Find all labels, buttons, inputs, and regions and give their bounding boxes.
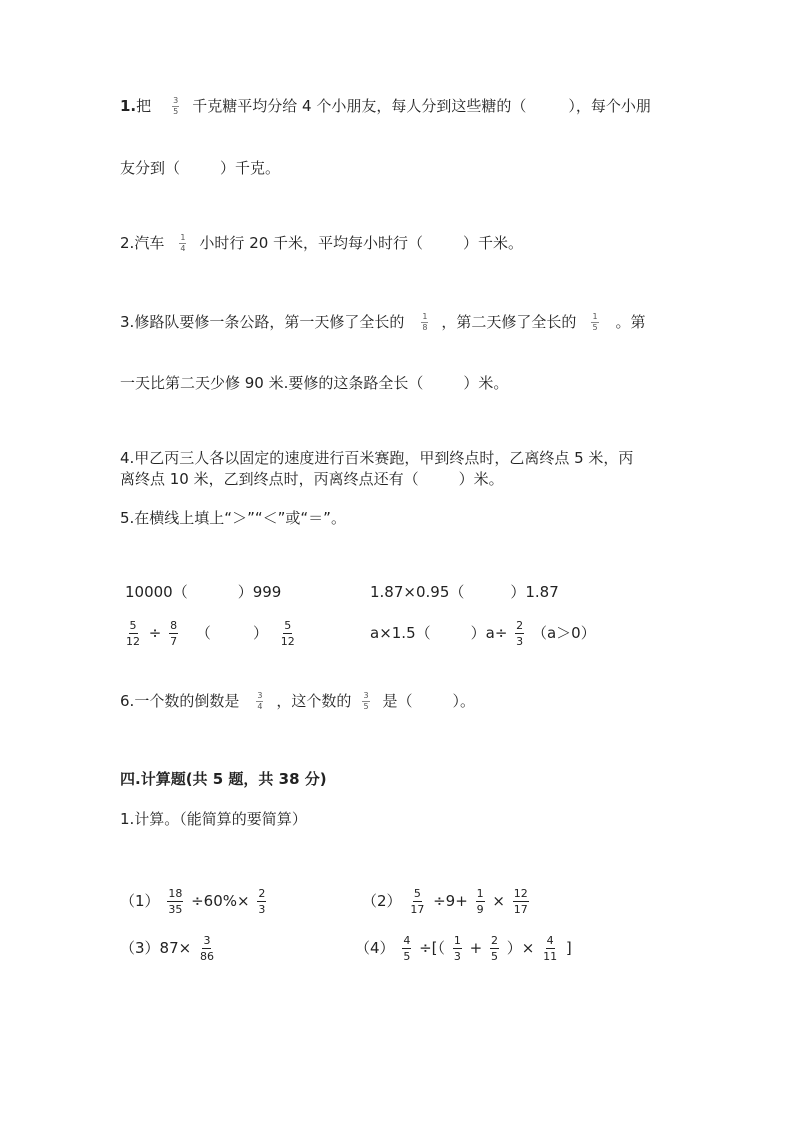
compare-b: 1.87×0.95（ ）1.87	[370, 583, 559, 601]
fraction: $\frac{2}{5}$	[490, 934, 498, 963]
fraction: $\frac{2}{3}$	[516, 619, 524, 648]
fraction: $\frac{12}{17}$	[513, 887, 528, 916]
fraction: $\frac{3}{86}$	[199, 934, 214, 963]
question-4-line-2: 离终点 10 米，乙到终点时，丙离终点还有（ ）米。	[120, 470, 504, 488]
question-number: 1.	[120, 97, 137, 115]
problem-2: （2） $\frac{5}{17}$ ÷9+ $\frac{1}{9}$ × $\frac{12}{17}$	[362, 887, 528, 916]
question-1-line-1: 1.把 $\frac{3}{5}$ 千克糖平均分给 4 个小朋友，每人分到这些糖的（ ），每个小朋	[120, 96, 651, 116]
question-2: 2.汽车 $\frac{1}{4}$ 小时行 20 千米，平均每小时行（ ）千米。	[120, 233, 524, 253]
question-6: 6.一个数的倒数是 $\frac{3}{4}$ ，这个数的 $\frac{3}{5}$ 是（ ）。	[120, 691, 476, 711]
question-number: 2.	[120, 234, 135, 252]
section-title: 四.计算题(共 5 题，共 38 分)	[120, 770, 327, 788]
question-3-line-1: 3.修路队要修一条公路，第一天修了全长的 $\frac{1}{8}$ ，第二天修了全长的 $\frac{1}{5}$ 。第	[120, 312, 646, 332]
problem-3: （3）87× $\frac{3}{86}$	[120, 934, 214, 963]
fraction: $\frac{1}{9}$	[476, 887, 484, 916]
fraction: $\frac{1}{3}$	[453, 934, 461, 963]
fraction: $\frac{4}{5}$	[403, 934, 411, 963]
fraction: $\frac{4}{11}$	[543, 934, 558, 963]
fraction: $\frac{5}{12}$	[280, 619, 295, 648]
question-5-title: 5.在横线上填上“＞”“＜”或“＝”。	[120, 509, 346, 527]
fraction: $\frac{8}{7}$	[170, 619, 178, 648]
question-number: 3.	[120, 313, 135, 331]
fraction: $\frac{3}{5}$	[173, 96, 179, 116]
fraction: $\frac{3}{4}$	[257, 691, 263, 711]
fraction: $\frac{3}{5}$	[363, 691, 369, 711]
question-3-line-2: 一天比第二天少修 90 米.要修的这条路全长（ ）米。	[120, 374, 509, 392]
problem-4: （4） $\frac{4}{5}$ ÷[（ $\frac{1}{3}$ + $\frac{2}{5}$ ）× $\frac{4}{11}$ ]	[355, 934, 572, 963]
problem-1: （1） $\frac{18}{35}$ ÷60%× $\frac{2}{3}$	[120, 887, 266, 916]
fraction: $\frac{1}{4}$	[180, 233, 186, 253]
question-4-line-1: 4.甲乙丙三人各以固定的速度进行百米赛跑，甲到终点时，乙离终点 5 米，丙	[120, 449, 634, 467]
fraction: $\frac{1}{5}$	[592, 312, 598, 332]
fraction: $\frac{18}{35}$	[168, 887, 183, 916]
fraction: $\frac{2}{3}$	[258, 887, 266, 916]
compare-a: 10000（ ）999	[125, 583, 282, 601]
section-4-question-1-title: 1.计算。（能简算的要简算）	[120, 810, 307, 828]
fraction: $\frac{5}{17}$	[410, 887, 425, 916]
fraction: $\frac{5}{12}$	[126, 619, 140, 648]
question-1-line-2: 友分到（ ）千克。	[120, 159, 281, 177]
compare-d: a×1.5（ ）a÷ $\frac{2}{3}$ （a＞0）	[370, 619, 596, 648]
question-number: 6.	[120, 692, 135, 710]
fraction: $\frac{1}{8}$	[422, 312, 428, 332]
compare-c: $\frac{5}{12}$ ÷ $\frac{8}{7}$ （ ） $\frac{5}{12}$	[126, 619, 295, 648]
